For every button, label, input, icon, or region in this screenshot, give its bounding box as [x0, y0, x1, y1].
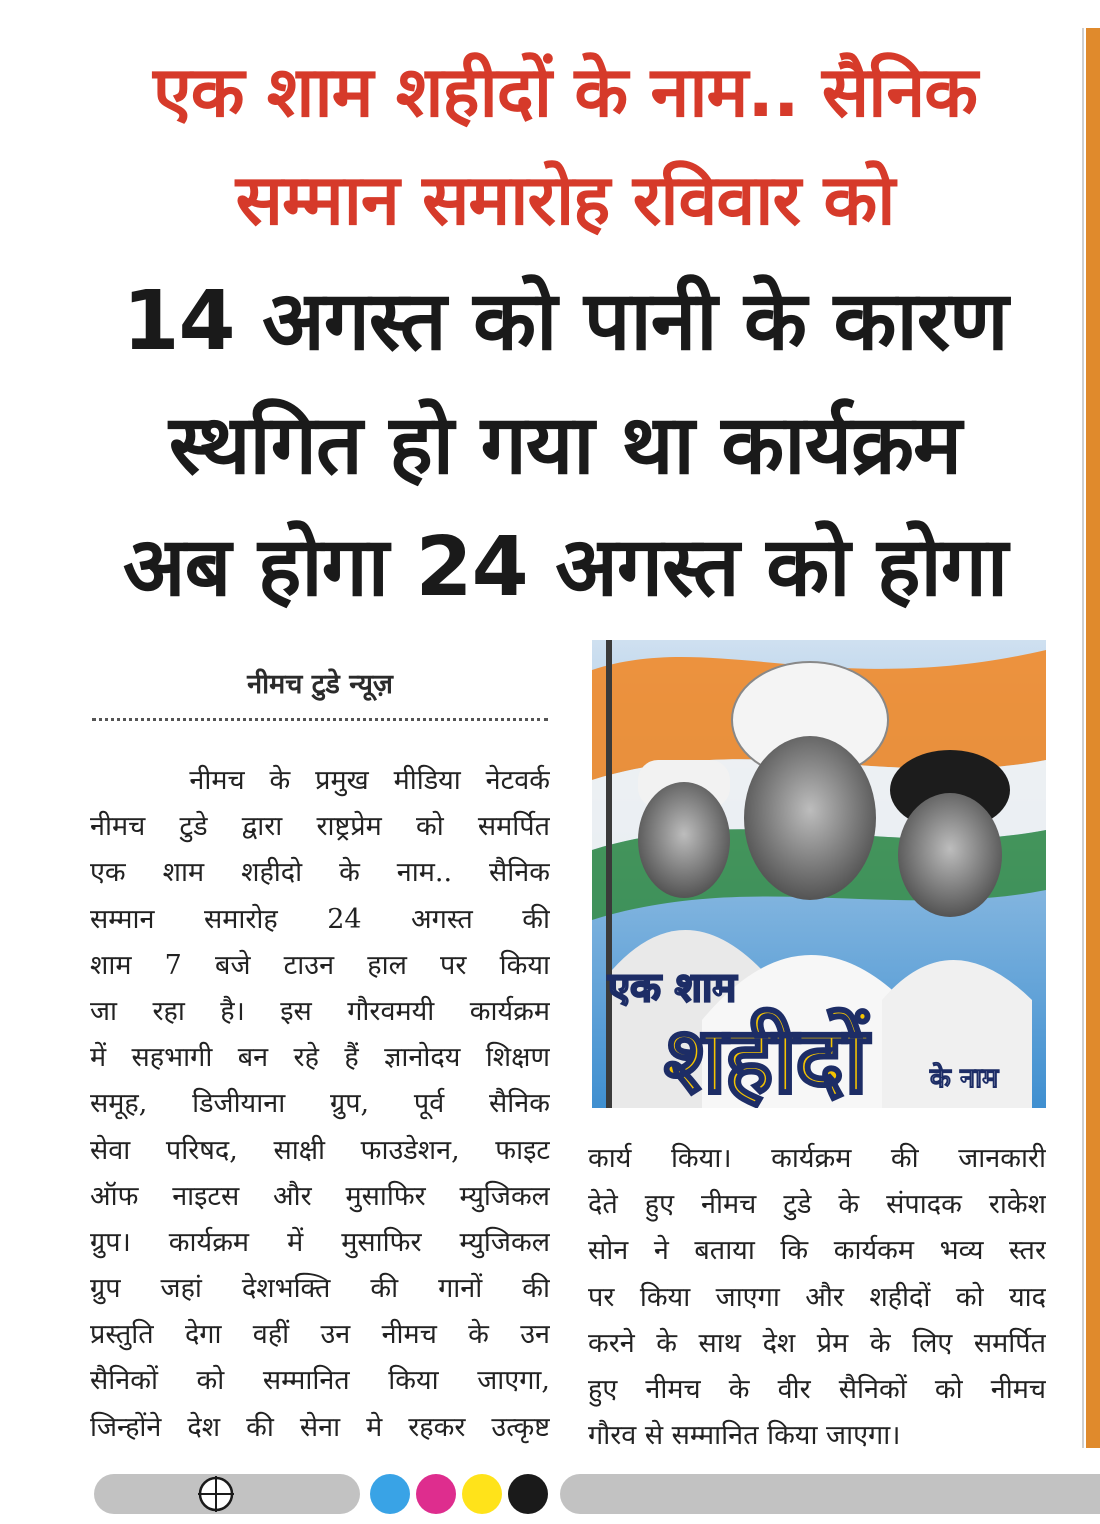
column-rule [1082, 28, 1084, 1448]
poster-image [592, 640, 1046, 1108]
text-line: में सहभागी बन रहे हैं ज्ञानोदय शिक्षण [90, 1042, 550, 1074]
text-line: ऑफ नाइटस और मुसाफिर म्युजिकल [90, 1180, 550, 1212]
text-line: जा रहा है। इस गौरवमयी कार्यक्रम [90, 995, 550, 1027]
text-line: ग्रुप जहां देशभक्ति की गानों की [90, 1273, 550, 1305]
text-line: पर किया जाएगा और शहीदों को याद [588, 1281, 1046, 1313]
byline-divider [92, 718, 548, 721]
text-line: हुए नीमच के वीर सैनिकों को नीमच [588, 1373, 1046, 1405]
text-line: शाम 7 बजे टाउन हाल पर किया [90, 949, 550, 981]
text-line: देते हुए नीमच टुडे के संपादक राकेश [588, 1189, 1046, 1221]
headline-red-line-1: एक शाम शहीदों के नाम.. सैनिक [153, 51, 977, 133]
text-line: ग्रुप। कार्यक्रम में मुसाफिर म्युजिकल [90, 1226, 550, 1258]
text-line: सेवा परिषद, साक्षी फाउडेशन, फाइट [90, 1134, 550, 1166]
headline-black-line-3: अब होगा 24 अगस्त को होगा [122, 520, 1008, 615]
headline-black-line-2: स्थगित हो गया था कार्यक्रम [168, 398, 962, 493]
poster-title-line-3: के नाम [930, 1063, 999, 1094]
text-line: नीमच टुडे द्वारा राष्ट्रप्रेम को समर्पित [90, 811, 550, 843]
headline-black-line-1: 14 अगस्त को पानी के कारण [122, 274, 1008, 369]
text-line: करने के साथ देश प्रेम के लिए समर्पित [588, 1327, 1046, 1359]
text-line: समूह, डिजीयाना ग्रुप, पूर्व सैनिक [90, 1088, 550, 1120]
registration-mark-icon [197, 1475, 235, 1513]
text-line: जिन्होंने देश की सेना मे रहकर उत्कृष्ट [90, 1411, 550, 1443]
black-ink-swatch [508, 1474, 548, 1514]
text-line: सोन ने बताया कि कार्यकम भव्य स्तर [588, 1235, 1046, 1267]
text-line: सम्मान समारोह 24 अगस्त की [90, 903, 550, 935]
page-edge-stripe [1086, 28, 1100, 1448]
article-column-right [588, 1136, 1046, 1459]
byline: नीमच टुडे न्यूज़ [247, 669, 393, 700]
poster-title-line-1: एक शाम [608, 965, 737, 1011]
poster-title-line-2: शहीदों [664, 1007, 866, 1108]
text-line: सैनिकों को सम्मानित किया जाएगा, [90, 1365, 550, 1397]
text-line: कार्य किया। कार्यक्रम की जानकारी [588, 1143, 1046, 1174]
text-line: गौरव से सम्मानित किया जाएगा। [588, 1420, 901, 1452]
yellow-ink-swatch [462, 1474, 502, 1514]
text-line: प्रस्तुति देगा वहीं उन नीमच के उन [90, 1319, 550, 1351]
headline-red-line-2: सम्मान समारोह रविवार को [235, 159, 895, 241]
magenta-ink-swatch [416, 1474, 456, 1514]
article-column-left [90, 758, 550, 1451]
text-line: एक शाम शहीदो के नाम.. सैनिक [90, 857, 550, 889]
cyan-ink-swatch [370, 1474, 410, 1514]
print-margin-bar-right [560, 1474, 1100, 1514]
text-line: नीमच के प्रमुख मीडिया नेटवर्क [90, 765, 550, 796]
